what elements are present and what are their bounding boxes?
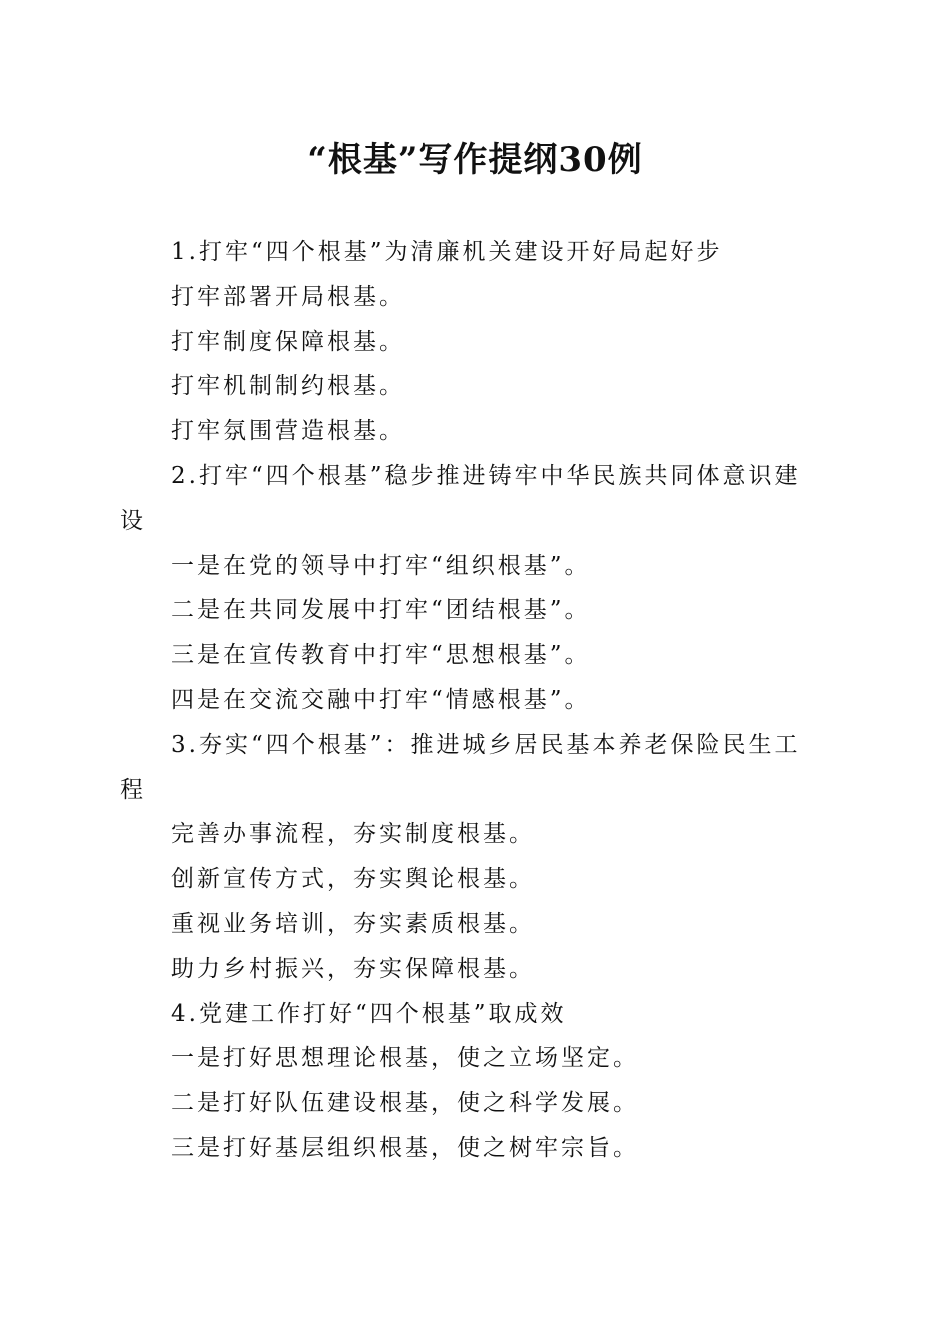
section-heading-2: 2.打牢“四个根基”稳步推进铸牢中华民族共同体意识建	[171, 462, 801, 489]
body-line: 一是在党的领导中打牢“组织根基”。	[171, 552, 591, 579]
section-heading-3-continuation: 程	[120, 776, 146, 803]
body-line: 四是在交流交融中打牢“情感根基”。	[171, 686, 591, 713]
body-line: 打牢制度保障根基。	[171, 328, 405, 355]
body-line: 打牢机制制约根基。	[171, 373, 405, 400]
section-heading-2-continuation: 设	[120, 507, 146, 534]
document-title: “根基”写作提纲30例	[307, 140, 643, 180]
body-line: 二是在共同发展中打牢“团结根基”。	[171, 597, 591, 624]
body-line: 打牢部署开局根基。	[171, 283, 405, 310]
section-heading-4: 4.党建工作打好“四个根基”取成效	[171, 1000, 567, 1027]
section-heading-1: 1.打牢“四个根基”为清廉机关建设开好局起好步	[171, 239, 723, 265]
body-line: 三是打好基层组织根基，使之树牢宗旨。	[171, 1134, 639, 1161]
body-line: 一是打好思想理论根基，使之立场坚定。	[171, 1045, 639, 1072]
body-line: 完善办事流程，夯实制度根基。	[171, 821, 535, 848]
body-line: 三是在宣传教育中打牢“思想根基”。	[171, 642, 591, 669]
body-line: 打牢氛围营造根基。	[171, 418, 405, 445]
body-line: 助力乡村振兴，夯实保障根基。	[171, 955, 535, 982]
document-body	[120, 230, 830, 1171]
body-line: 创新宣传方式，夯实舆论根基。	[171, 866, 535, 893]
body-line: 二是打好队伍建设根基，使之科学发展。	[171, 1090, 639, 1117]
body-line: 重视业务培训，夯实素质根基。	[171, 910, 535, 937]
section-heading-3: 3.夯实“四个根基”：推进城乡居民基本养老保险民生工	[171, 731, 801, 758]
